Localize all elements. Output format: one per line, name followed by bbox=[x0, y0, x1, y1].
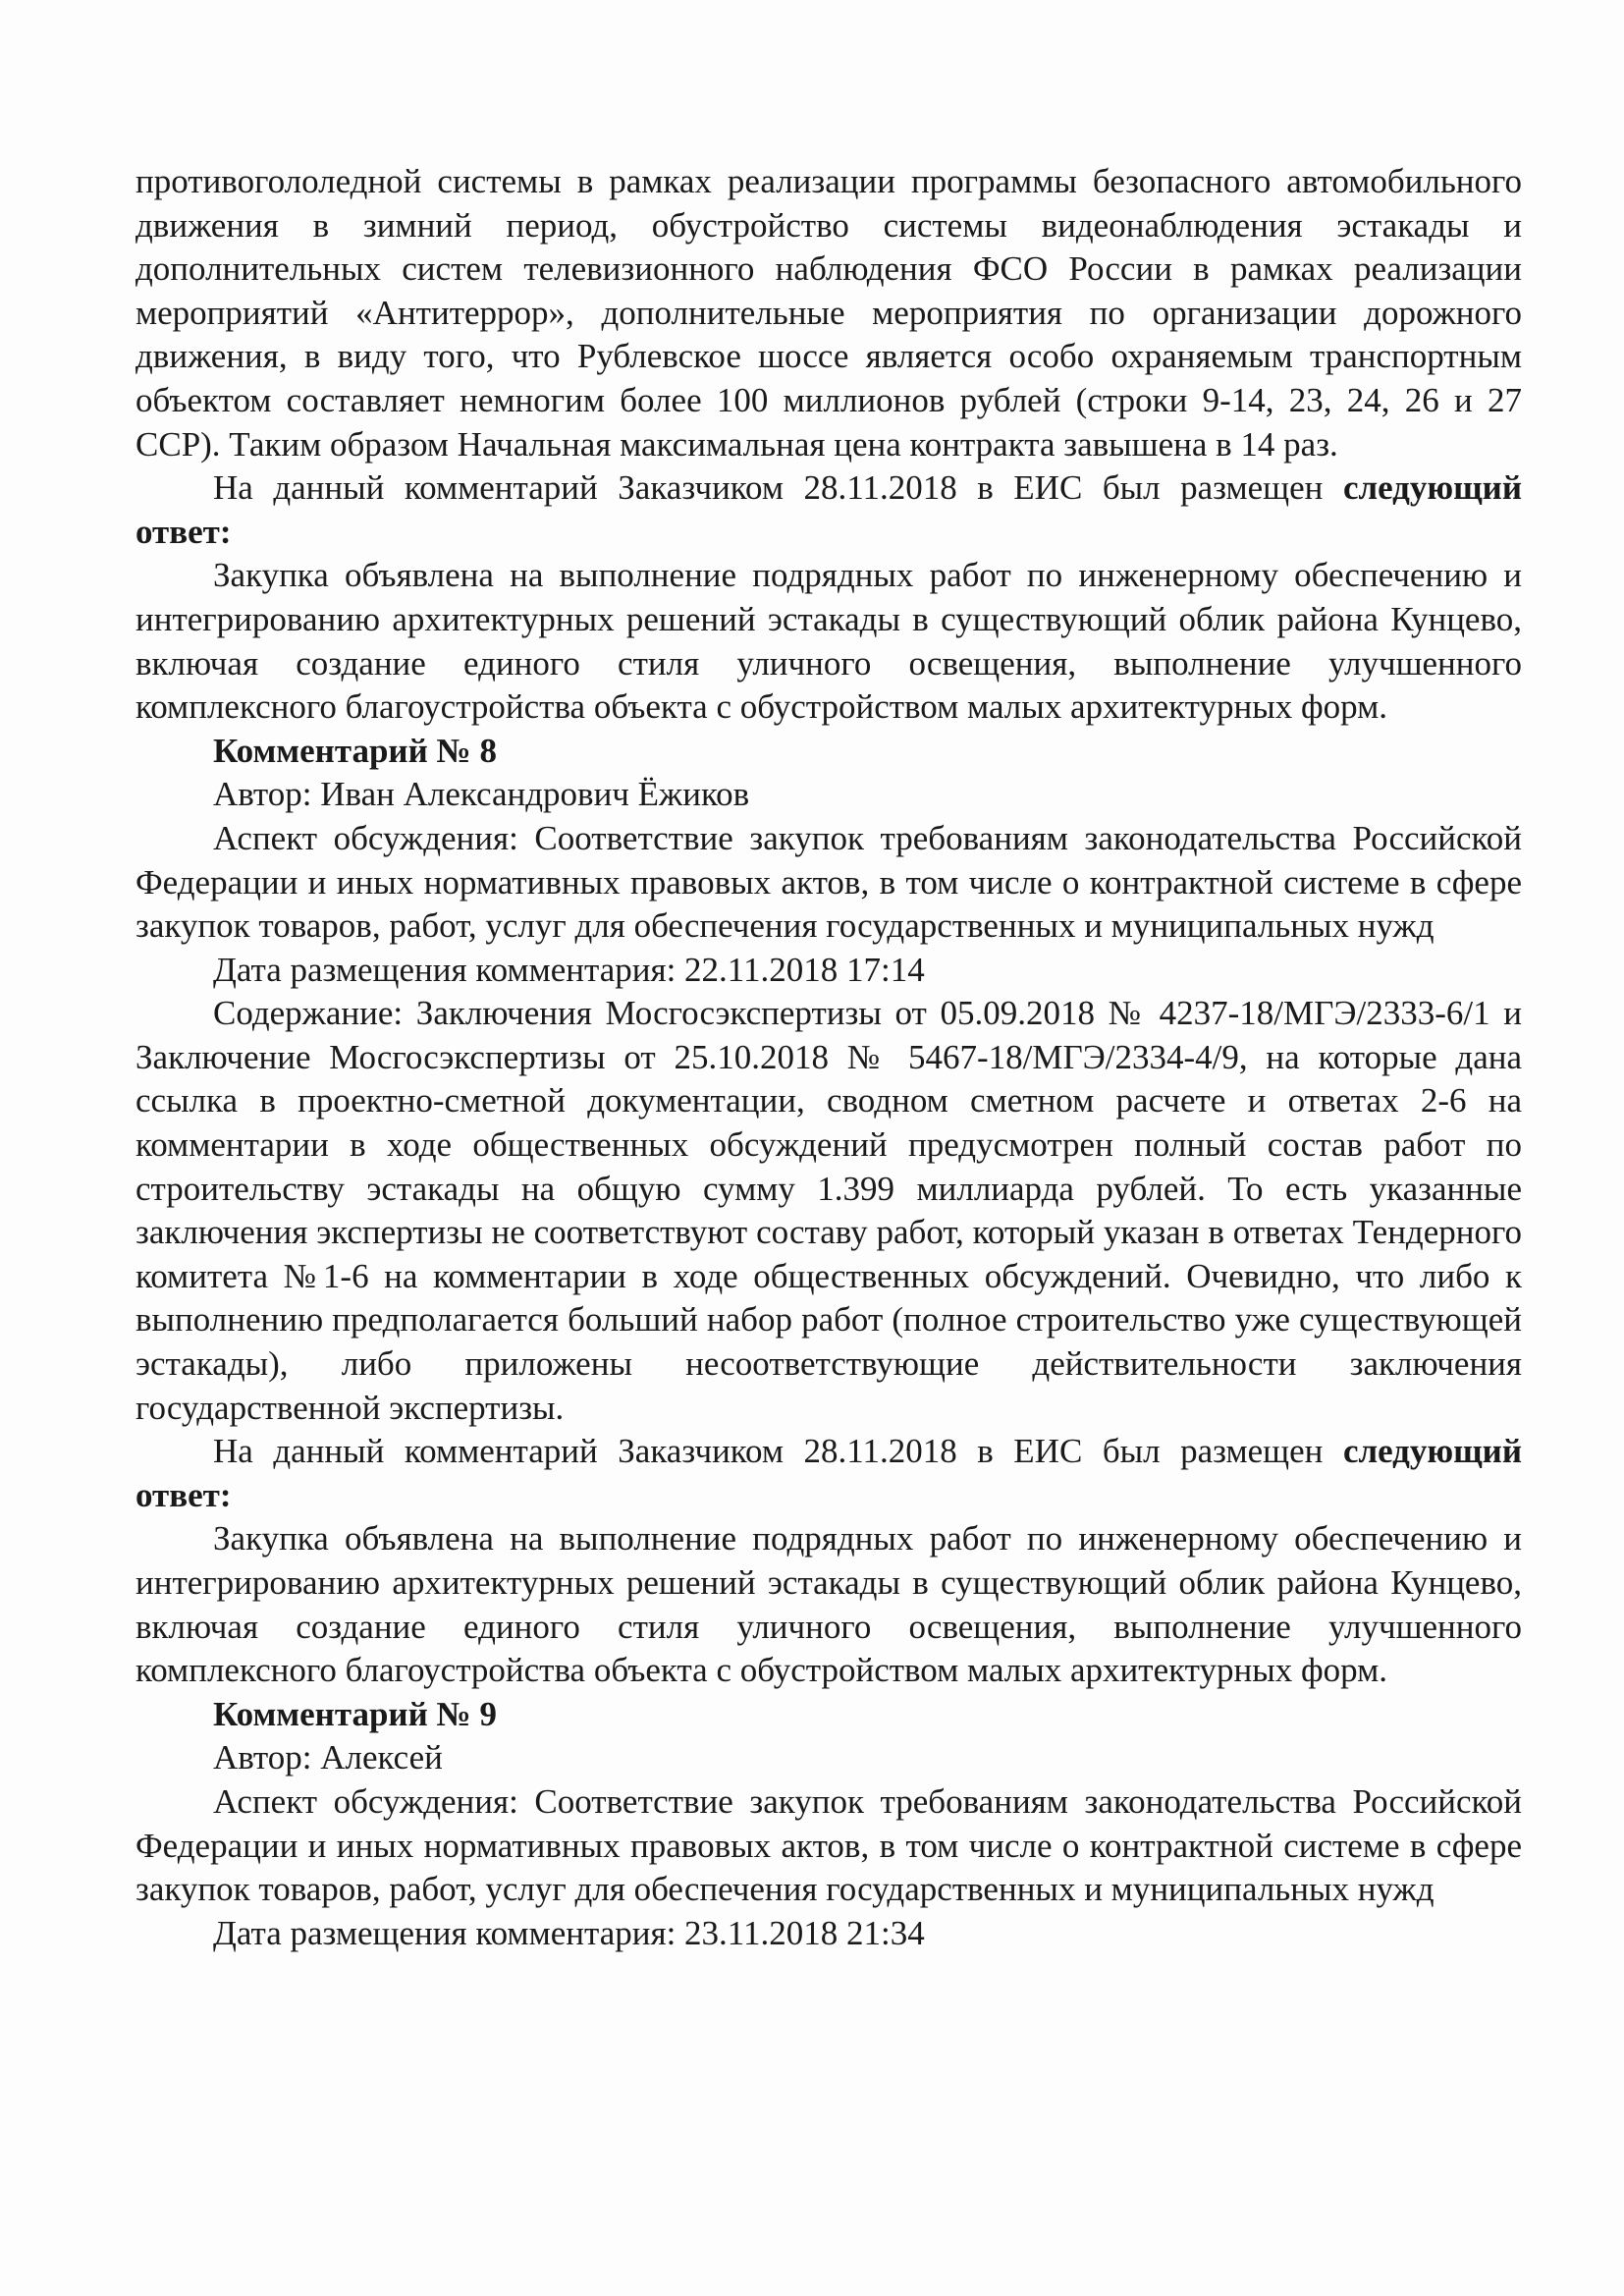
comment-8-answer-intro-text: На данный комментарий Заказчиком 28.11.2018 в ЕИС был размещен bbox=[213, 1432, 1324, 1471]
comment-8-aspect: Аспект обсуждения: Соответствие закупок требованиям законодательства Российской Федерации и иных нормативных правовых актов, в том числе о контрактной системе в сфере закупок товаров, работ, услуг для обеспечения государственных и муниципальных нужд bbox=[135, 818, 1522, 946]
answer-text-paragraph: Закупка объявлена на выполнение подрядных работ по инженерному обеспечению и интегрированию архитектурных решений эстакады в существующий облик района Кунцево, включая создание единого стиля уличного освещения, выполнение улучшенного комплексного благоустройства объекта с обустройством малых архитектурных форм. bbox=[135, 556, 1522, 727]
comment-9-aspect: Аспект обсуждения: Соответствие закупок требованиям законодательства Российской Федерации и иных нормативных правовых актов, в том числе о контрактной системе в сфере закупок товаров, работ, услуг для обеспечения государственных и муниципальных нужд bbox=[135, 1781, 1522, 1909]
intro-paragraph: противогололедной системы в рамках реализации программы безопасного автомобильного движения в зимний период, обустройство системы видеонаблюдения эстакады и дополнительных систем телевизионного наблюдения ФСО России в рамках реализации мероприятий «Антитеррор», дополнительные мероприятия по организации дорожного движения, в виду того, что Рублевское шоссе является особо охраняемым транспортным объектом составляет немногим более 100 миллионов рублей (строки 9-14, 23, 24, 26 и 27 ССР). Таким образом Начальная максимальная цена контракта завышена в 14 раз. bbox=[135, 162, 1522, 464]
comment-8-answer-text: Закупка объявлена на выполнение подрядных работ по инженерному обеспечению и интегрированию архитектурных решений эстакады в существующий облик района Кунцево, включая создание единого стиля уличного освещения, выполнение улучшенного комплексного благоустройства объекта с обустройством малых архитектурных форм. bbox=[135, 1519, 1522, 1690]
answer-intro-paragraph bbox=[135, 466, 1522, 554]
comment-8-heading: Комментарий № 8 bbox=[213, 731, 497, 770]
comment-9-date: Дата размещения комментария: 23.11.2018 21:34 bbox=[213, 1913, 925, 1952]
comment-8-author: Автор: Иван Александрович Ёжиков bbox=[213, 775, 750, 814]
comment-8-date: Дата размещения комментария: 22.11.2018 17:14 bbox=[213, 950, 925, 989]
comment-8-answer-intro-paragraph bbox=[135, 1430, 1522, 1517]
comment-9-heading: Комментарий № 9 bbox=[213, 1694, 497, 1733]
document-body bbox=[135, 160, 1522, 1955]
answer-label: следующий ответ: bbox=[135, 468, 1523, 551]
comment-9-author: Автор: Алексей bbox=[213, 1738, 443, 1777]
comment-8-answer-label: следующий ответ: bbox=[135, 1432, 1523, 1514]
comment-8-content: Содержание: Заключения Мосгосэкспертизы от 05.09.2018 № 4237-18/МГЭ/2333-6/1 и Заключение Мосгосэкспертизы от 25.10.2018 № 5467-18/МГЭ/2334-4/9, на которые дана ссылка в проектно-сметной документации, сводном сметном расчете и ответах 2-6 на комментарии в ходе общественных обсуждений предусмотрен полный состав работ по строительству эстакады на общую сумму 1.399 миллиарда рублей. То есть указанные заключения экспертизы не соответствуют составу работ, который указан в ответах Тендерного комитета №1-6 на комментарии в ходе общественных обсуждений. Очевидно, что либо к выполнению предполагается больший набор работ (полное строительство уже существующей эстакады), либо приложены несоответствующие действительности заключения государственной экспертизы. bbox=[135, 994, 1522, 1427]
answer-intro-text: На данный комментарий Заказчиком 28.11.2018 в ЕИС был размещен bbox=[213, 468, 1324, 508]
